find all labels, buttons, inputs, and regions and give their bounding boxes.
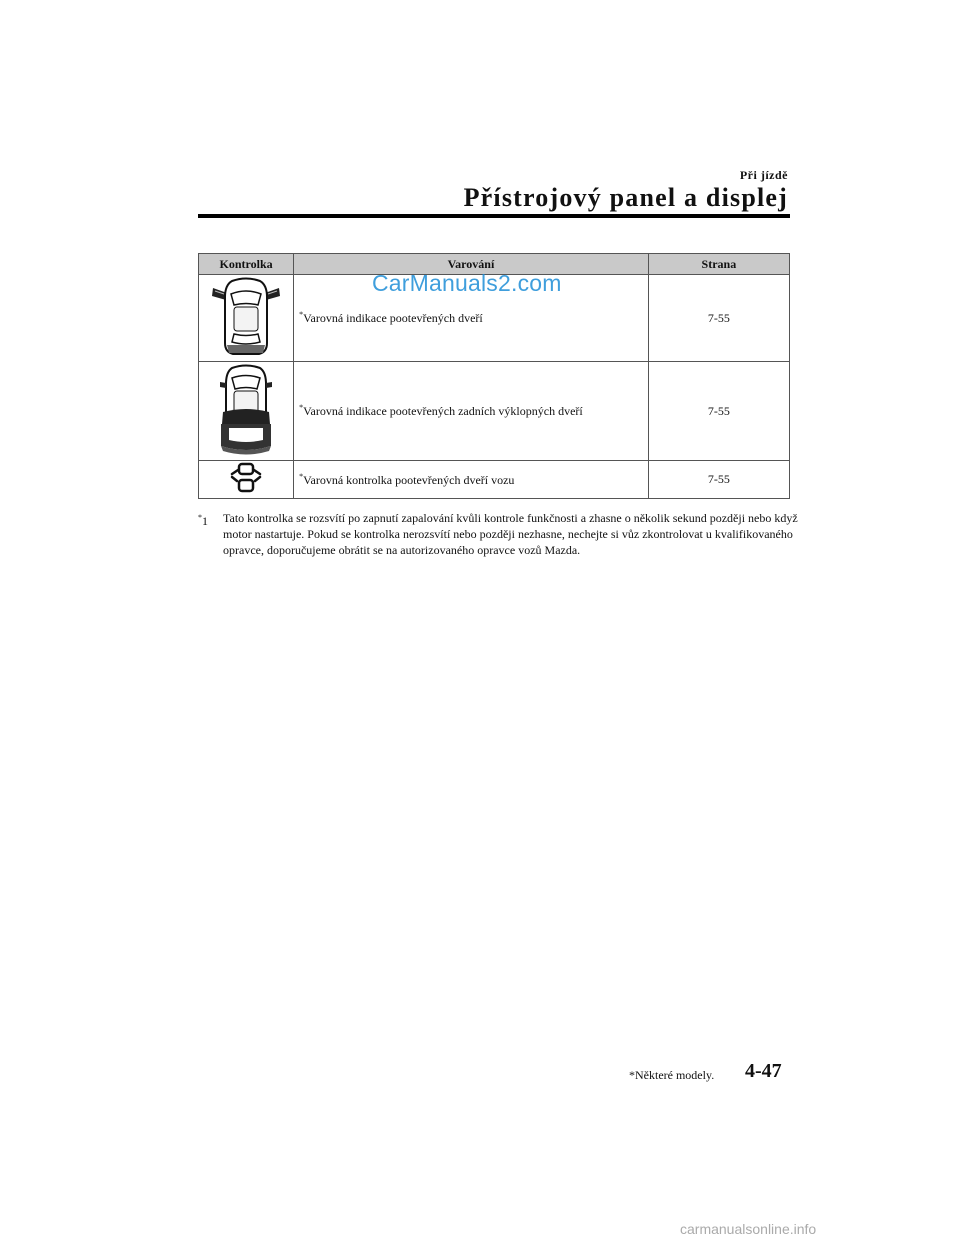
column-header-varovani: Varování — [294, 254, 649, 275]
warning-text: Varovná kontrolka pootevřených dveří vozu — [303, 472, 515, 487]
page-number: 4-47 — [745, 1060, 782, 1082]
watermark-logo: CarManuals2.com — [372, 270, 562, 296]
footnote-marker: *1 — [198, 513, 208, 528]
column-header-strana: Strana — [648, 254, 789, 275]
chapter-title: Přístrojový panel a displej — [463, 183, 788, 212]
page-ref: 7-55 — [648, 461, 789, 499]
car-top-view-tailgate-open-icon — [199, 362, 294, 461]
door-ajar-warning-light-icon — [199, 461, 294, 499]
warning-cell — [294, 461, 649, 499]
footer-note: *Některé modely. — [629, 1068, 715, 1082]
page-ref: 7-55 — [648, 362, 789, 461]
column-header-kontrolka: Kontrolka — [199, 254, 294, 275]
table-row — [199, 461, 790, 499]
section-title: Při jízdě — [739, 168, 788, 182]
warning-cell — [294, 362, 649, 461]
footnote-text: Tato kontrolka se rozsvítí po zapnutí zapalování kvůli kontrole funkčnosti a zhasne o několik sekund později nebo když motor nastartuje. Pokud se kontrolka nerozsvítí nebo později nezhasne, nechejte si vůz zkontrolovat u kvalifikovaného opravce, doporučujeme obrátit se na autorizovaného opravce vozů Mazda. — [223, 511, 798, 557]
header-rule — [198, 214, 790, 218]
table-row — [199, 362, 790, 461]
warning-text: Varovná indikace pootevřených dveří — [303, 311, 483, 325]
site-watermark: carmanualsonline.info — [680, 1221, 817, 1237]
warning-text: Varovná indikace pootevřených zadních výklopných dveří — [303, 404, 583, 418]
footnote — [198, 510, 798, 558]
asterisk: * — [299, 471, 304, 481]
asterisk: * — [299, 310, 304, 319]
asterisk: * — [299, 403, 304, 412]
car-top-view-front-doors-open-icon — [199, 275, 294, 362]
page-ref: 7-55 — [648, 275, 789, 362]
